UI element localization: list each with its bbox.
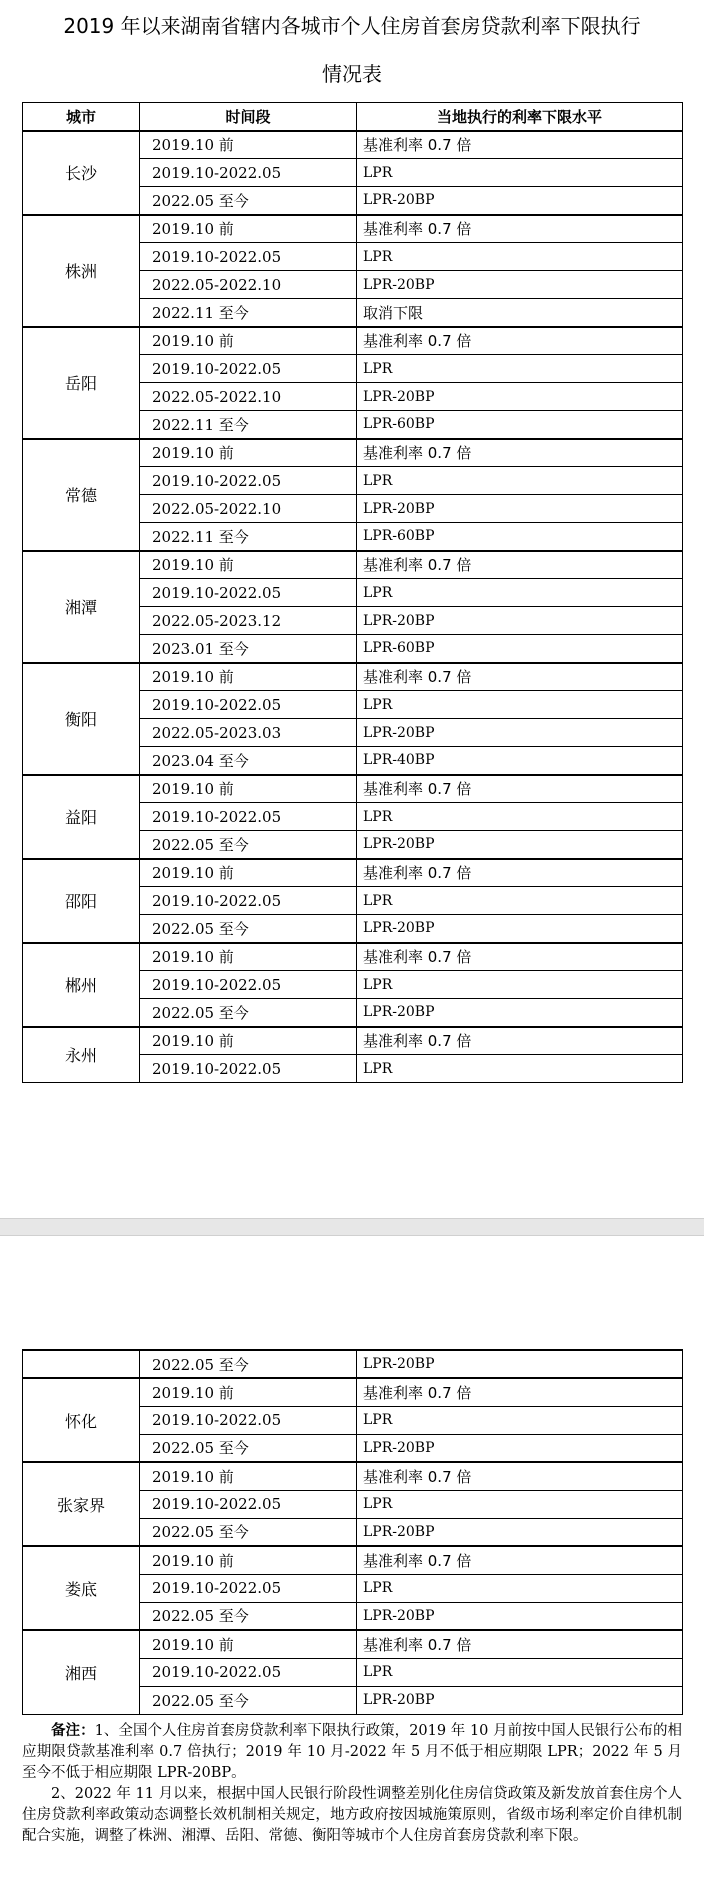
period-cell: 2019.10-2022.05 — [140, 355, 357, 383]
city-group — [23, 859, 683, 943]
city-group — [23, 943, 683, 1027]
table-row — [23, 1027, 683, 1055]
rate-cell: LPR-20BP — [357, 1602, 683, 1630]
city-cell: 郴州 — [23, 943, 140, 1027]
rate-cell: LPR — [357, 971, 683, 999]
city-group — [23, 1378, 683, 1462]
city-group — [23, 327, 683, 439]
table-row — [23, 663, 683, 691]
period-cell: 2019.10 前 — [140, 1462, 357, 1490]
city-group — [23, 131, 683, 215]
period-cell: 2019.10-2022.05 — [140, 1055, 357, 1083]
period-cell: 2019.10 前 — [140, 327, 357, 355]
rate-cell: LPR-20BP — [357, 999, 683, 1027]
period-cell: 2019.10 前 — [140, 1027, 357, 1055]
table-row — [23, 1546, 683, 1574]
rate-cell: LPR — [357, 1574, 683, 1602]
note-1-text: 1、全国个人住房首套房贷款利率下限执行政策，2019 年 10 月前按中国人民银行公布的相应期限贷款基准利率 0.7 倍执行；2019 年 10 月-2022 年 5 月不低于相应期限 LPR；2022 年 5 月至今不低于相应期限 LPR-20BP。 — [22, 1723, 683, 1781]
header-rate: 当地执行的利率下限水平 — [357, 103, 683, 131]
note-1 — [22, 1720, 682, 1784]
rate-cell: 基准利率 0.7 倍 — [357, 1546, 683, 1574]
period-cell: 2019.10-2022.05 — [140, 803, 357, 831]
period-cell: 2022.11 至今 — [140, 299, 357, 327]
period-cell: 2019.10 前 — [140, 551, 357, 579]
period-cell: 2022.05 至今 — [140, 1350, 357, 1378]
rate-cell: LPR-20BP — [357, 1434, 683, 1462]
table-header-row — [23, 103, 683, 131]
document-title: 2019 年以来湖南省辖内各城市个人住房首套房贷款利率下限执行 — [63, 14, 641, 38]
city-group — [23, 663, 683, 775]
period-cell: 2022.05 至今 — [140, 1518, 357, 1546]
rate-cell: 基准利率 0.7 倍 — [357, 1630, 683, 1658]
period-cell: 2019.10-2022.05 — [140, 243, 357, 271]
city-cell: 邵阳 — [23, 859, 140, 943]
rate-cell: 取消下限 — [357, 299, 683, 327]
rate-cell: LPR-20BP — [357, 607, 683, 635]
period-cell: 2022.05 至今 — [140, 999, 357, 1027]
period-cell: 2019.10-2022.05 — [140, 579, 357, 607]
period-cell: 2019.10-2022.05 — [140, 159, 357, 187]
period-cell: 2022.05 至今 — [140, 1434, 357, 1462]
period-cell: 2022.05 至今 — [140, 187, 357, 215]
rate-cell: LPR-20BP — [357, 1686, 683, 1714]
rate-cell: LPR — [357, 1406, 683, 1434]
period-cell: 2019.10-2022.05 — [140, 691, 357, 719]
period-cell: 2022.05-2023.03 — [140, 719, 357, 747]
city-cell: 张家界 — [23, 1462, 140, 1546]
notes-section — [22, 1720, 682, 1847]
city-cell: 岳阳 — [23, 327, 140, 439]
city-group — [23, 1546, 683, 1630]
period-cell: 2019.10-2022.05 — [140, 1574, 357, 1602]
city-cell: 长沙 — [23, 131, 140, 215]
rate-cell: LPR-20BP — [357, 915, 683, 943]
rate-cell: 基准利率 0.7 倍 — [357, 663, 683, 691]
rate-cell: LPR-60BP — [357, 523, 683, 551]
period-cell: 2019.10 前 — [140, 775, 357, 803]
table-row — [23, 1350, 683, 1378]
period-cell: 2019.10-2022.05 — [140, 467, 357, 495]
city-group — [23, 551, 683, 663]
rate-cell: 基准利率 0.7 倍 — [357, 1378, 683, 1406]
period-cell: 2019.10 前 — [140, 859, 357, 887]
period-cell: 2022.05 至今 — [140, 1602, 357, 1630]
table-row — [23, 1630, 683, 1658]
rate-cell: LPR-20BP — [357, 271, 683, 299]
period-cell: 2023.04 至今 — [140, 747, 357, 775]
rate-cell: 基准利率 0.7 倍 — [357, 943, 683, 971]
table-row — [23, 859, 683, 887]
city-cell: 益阳 — [23, 775, 140, 859]
table-row — [23, 439, 683, 467]
period-cell: 2019.10 前 — [140, 439, 357, 467]
rate-cell: LPR-60BP — [357, 411, 683, 439]
city-cell: 衡阳 — [23, 663, 140, 775]
rate-cell: LPR-40BP — [357, 747, 683, 775]
rate-cell: LPR — [357, 355, 683, 383]
header-city: 城市 — [23, 103, 140, 131]
table-row — [23, 1462, 683, 1490]
period-cell: 2023.01 至今 — [140, 635, 357, 663]
rate-cell: 基准利率 0.7 倍 — [357, 1027, 683, 1055]
period-cell: 2019.10 前 — [140, 1378, 357, 1406]
table-row — [23, 327, 683, 355]
period-cell: 2019.10 前 — [140, 1546, 357, 1574]
rate-cell: 基准利率 0.7 倍 — [357, 775, 683, 803]
period-cell: 2019.10 前 — [140, 943, 357, 971]
period-cell: 2022.05-2022.10 — [140, 271, 357, 299]
rate-cell: LPR — [357, 1658, 683, 1686]
period-cell: 2019.10 前 — [140, 215, 357, 243]
rate-cell: LPR-60BP — [357, 635, 683, 663]
rate-cell: 基准利率 0.7 倍 — [357, 439, 683, 467]
period-cell: 2022.05 至今 — [140, 831, 357, 859]
table-row — [23, 775, 683, 803]
period-cell: 2019.10 前 — [140, 1630, 357, 1658]
period-cell: 2019.10 前 — [140, 131, 357, 159]
note-2: 2、2022 年 11 月以来，根据中国人民银行阶段性调整差别化住房信贷政策及新发放首套住房个人住房贷款利率政策动态调整长效机制相关规定，地方政府按因城施策原则，省级市场利率定价自律机制配合实施，调整了株洲、湘潭、岳阳、常德、衡阳等城市个人住房首套房贷款利率下限。 — [22, 1786, 682, 1844]
rate-cell: LPR — [357, 243, 683, 271]
rate-cell: LPR — [357, 1490, 683, 1518]
city-cell: 湘潭 — [23, 551, 140, 663]
period-cell: 2019.10-2022.05 — [140, 971, 357, 999]
city-cell — [23, 1350, 140, 1378]
city-group — [23, 1630, 683, 1714]
city-group — [23, 1462, 683, 1546]
rate-cell: 基准利率 0.7 倍 — [357, 1462, 683, 1490]
rate-cell: LPR-20BP — [357, 495, 683, 523]
rate-cell: LPR-20BP — [357, 719, 683, 747]
city-cell: 株洲 — [23, 215, 140, 327]
notes-label: 备注： — [51, 1722, 95, 1739]
city-group — [23, 1350, 683, 1378]
period-cell: 2019.10-2022.05 — [140, 1658, 357, 1686]
table-row — [23, 551, 683, 579]
rate-cell: 基准利率 0.7 倍 — [357, 859, 683, 887]
table-row — [23, 1378, 683, 1406]
city-cell: 常德 — [23, 439, 140, 551]
table-row — [23, 943, 683, 971]
city-group — [23, 215, 683, 327]
period-cell: 2022.05-2023.12 — [140, 607, 357, 635]
period-cell: 2022.05 至今 — [140, 915, 357, 943]
period-cell: 2022.05-2022.10 — [140, 383, 357, 411]
city-group — [23, 439, 683, 551]
rate-cell: 基准利率 0.7 倍 — [357, 551, 683, 579]
city-cell: 娄底 — [23, 1546, 140, 1630]
rate-cell: LPR — [357, 691, 683, 719]
rate-cell: LPR — [357, 579, 683, 607]
page-break — [0, 1218, 704, 1236]
table-row — [23, 215, 683, 243]
rate-cell: LPR — [357, 887, 683, 915]
rate-cell: LPR-20BP — [357, 1518, 683, 1546]
period-cell: 2019.10-2022.05 — [140, 887, 357, 915]
rate-cell: LPR-20BP — [357, 383, 683, 411]
rate-cell: 基准利率 0.7 倍 — [357, 131, 683, 159]
city-cell: 湘西 — [23, 1630, 140, 1714]
period-cell: 2019.10-2022.05 — [140, 1406, 357, 1434]
rate-cell: LPR — [357, 467, 683, 495]
city-group — [23, 775, 683, 859]
period-cell: 2022.11 至今 — [140, 523, 357, 551]
document-title-line2: 情况表 — [322, 62, 382, 86]
header-period: 时间段 — [140, 103, 357, 131]
rate-table-page2 — [22, 1349, 683, 1715]
rate-cell: 基准利率 0.7 倍 — [357, 327, 683, 355]
period-cell: 2022.05 至今 — [140, 1686, 357, 1714]
rate-cell: LPR — [357, 803, 683, 831]
rate-cell: LPR-20BP — [357, 1350, 683, 1378]
period-cell: 2019.10 前 — [140, 663, 357, 691]
rate-cell: 基准利率 0.7 倍 — [357, 215, 683, 243]
rate-cell: LPR — [357, 159, 683, 187]
rate-cell: LPR-20BP — [357, 831, 683, 859]
period-cell: 2022.11 至今 — [140, 411, 357, 439]
table-row — [23, 131, 683, 159]
period-cell: 2022.05-2022.10 — [140, 495, 357, 523]
rate-cell: LPR-20BP — [357, 187, 683, 215]
city-cell: 怀化 — [23, 1378, 140, 1462]
period-cell: 2019.10-2022.05 — [140, 1490, 357, 1518]
city-cell: 永州 — [23, 1027, 140, 1083]
city-group — [23, 1027, 683, 1083]
rate-table-page1 — [22, 102, 683, 1083]
rate-cell: LPR — [357, 1055, 683, 1083]
